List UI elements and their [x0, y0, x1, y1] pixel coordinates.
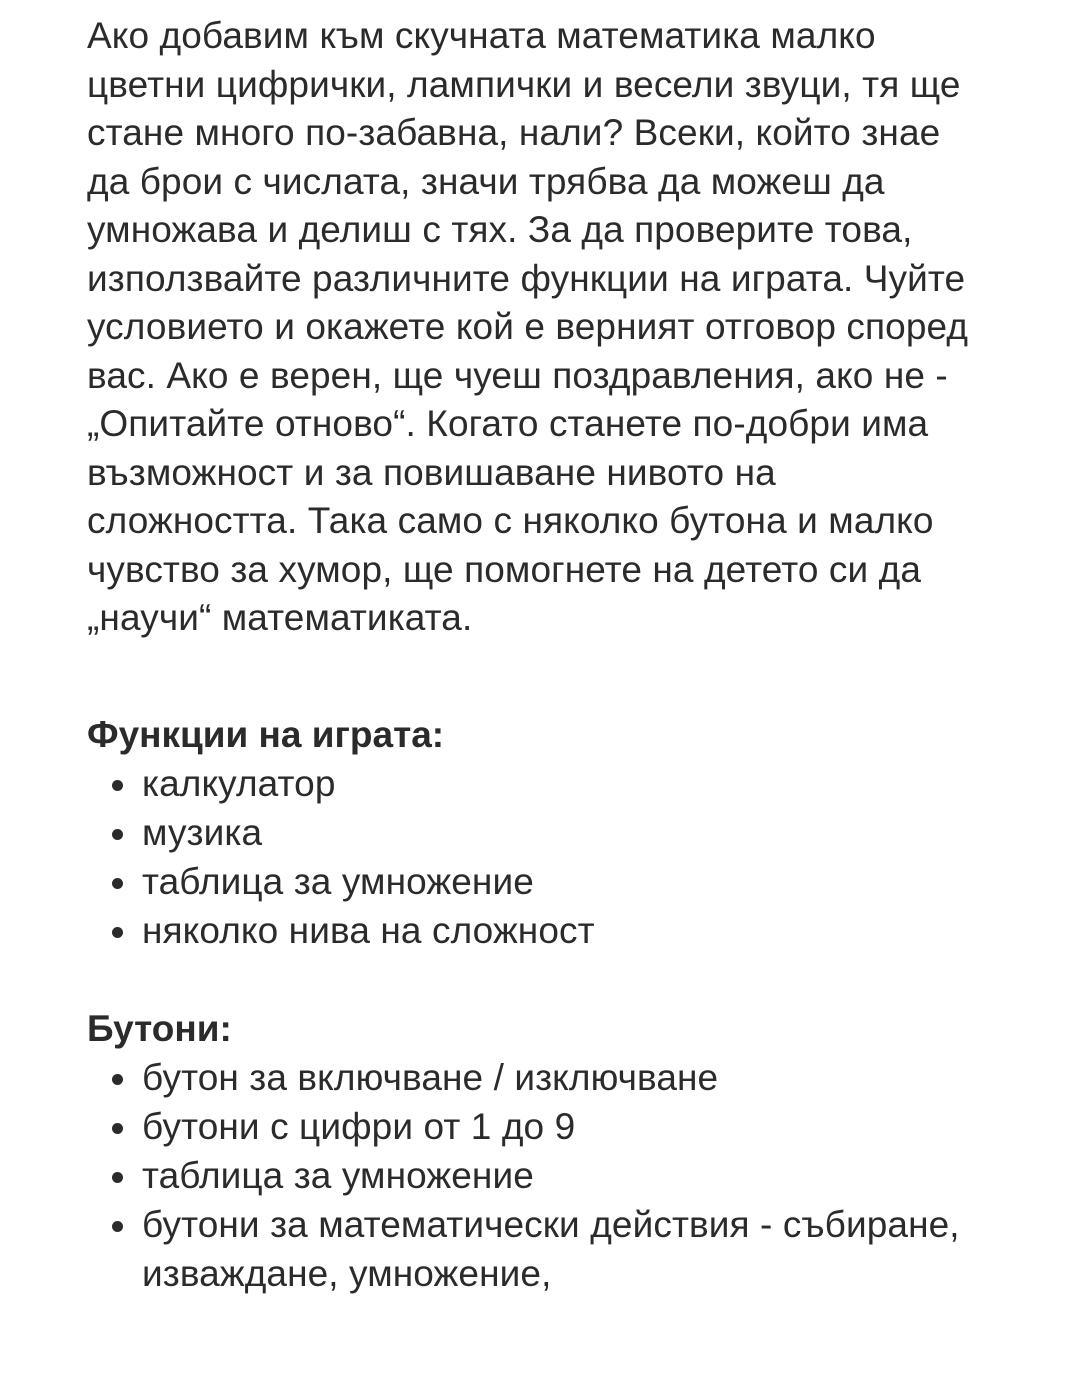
bullet-icon: [112, 1172, 123, 1183]
list-item: [87, 1151, 987, 1200]
bullet-icon: [112, 1074, 123, 1085]
buttons-heading: Бутони:: [87, 1007, 232, 1049]
list-item-text: бутони за математически действия - събиране, изваждане, умножение,: [142, 1203, 960, 1294]
intro-paragraph: Ако добавим към скучната математика малко цветни цифрички, лампички и весели звуци, тя ще стане много по-забавна, нали? Всеки, който знае да брои с числата, значи трябва да можеш да умножава и делиш с тях. За да проверите това, използвайте различните функции на играта. Чуйте условието и окажете кой е верният отговор според вас. Ако е верен, ще чуеш поздравления, ако не - „Опитайте отново“. Когато станете по-добри има възможност и за повишаване нивото на сложността. Така само с няколко бутона и малко чувство за хумор, ще помогнете на детето си да „научи“ математиката.: [87, 15, 969, 638]
buttons-list: [87, 1053, 987, 1298]
list-item-text: бутон за включване / изключване: [142, 1056, 719, 1098]
list-item-text: таблица за умножение: [142, 1154, 534, 1196]
list-item-text: таблица за умножение: [142, 860, 534, 902]
bullet-icon: [112, 829, 123, 840]
list-item: [87, 759, 987, 808]
list-item-text: калкулатор: [142, 762, 336, 804]
list-item: [87, 857, 987, 906]
bullet-icon: [112, 878, 123, 889]
bullet-icon: [112, 927, 123, 938]
list-item: [87, 906, 987, 955]
list-item-text: музика: [142, 811, 263, 853]
bullet-icon: [112, 780, 123, 791]
features-list: [87, 759, 987, 955]
product-description: [87, 12, 987, 1298]
list-item: [87, 808, 987, 857]
bullet-icon: [112, 1123, 123, 1134]
list-item: [87, 1200, 987, 1298]
list-item-text: няколко нива на сложност: [142, 909, 595, 951]
list-item-text: бутони с цифри от 1 до 9: [142, 1105, 576, 1147]
list-item: [87, 1102, 987, 1151]
list-item: [87, 1053, 987, 1102]
bullet-icon: [112, 1221, 123, 1232]
features-heading: Функции на играта:: [87, 713, 445, 755]
